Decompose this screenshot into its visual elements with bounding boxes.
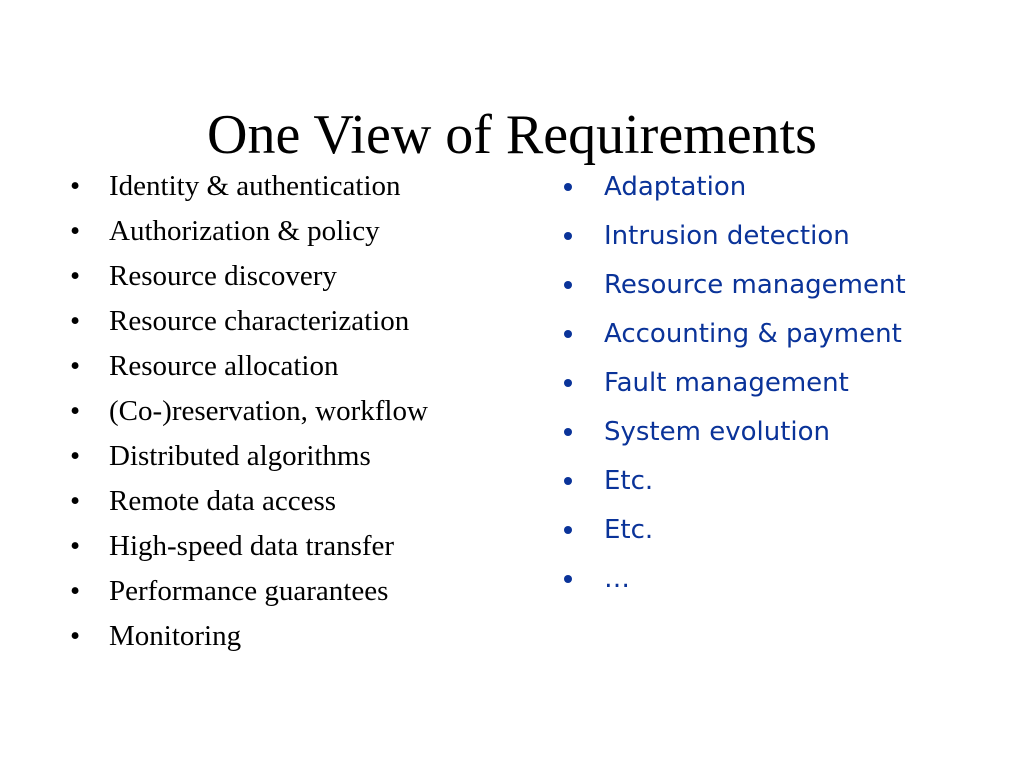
list-item	[564, 217, 1004, 266]
list-item	[564, 315, 1004, 364]
list-item	[70, 212, 510, 257]
list-item-text: Accounting & payment	[604, 319, 902, 349]
list-item	[564, 364, 1004, 413]
bullet-icon: •	[70, 620, 81, 652]
list-item	[564, 413, 1004, 462]
list-item-text: System evolution	[604, 417, 831, 447]
bullet-icon: •	[70, 485, 81, 517]
list-item-text: …	[604, 564, 630, 594]
bullet-dot-icon	[564, 575, 572, 583]
right-bullet-list	[564, 168, 1004, 609]
list-item	[564, 168, 1004, 217]
list-item-text: Remote data access	[109, 485, 337, 517]
bullet-dot-icon	[564, 232, 572, 240]
list-item-text: Resource management	[604, 270, 906, 300]
list-item-text: Identity & authentication	[109, 170, 401, 202]
bullet-dot-icon	[564, 526, 572, 534]
bullet-dot-icon	[564, 281, 572, 289]
left-bullet-list	[70, 167, 510, 662]
list-item	[70, 527, 510, 572]
bullet-icon: •	[70, 530, 81, 562]
list-item-text: Fault management	[604, 368, 849, 398]
list-item-text: Performance guarantees	[109, 575, 389, 607]
list-item-text: Distributed algorithms	[109, 440, 371, 472]
list-item-text: Intrusion detection	[604, 221, 850, 251]
slide-title: One View of Requirements	[207, 104, 817, 166]
list-item	[70, 347, 510, 392]
list-item-text: Etc.	[604, 515, 654, 545]
list-item	[564, 511, 1004, 560]
list-item	[564, 462, 1004, 511]
bullet-icon: •	[70, 440, 81, 472]
list-item-text: Resource discovery	[109, 260, 337, 292]
bullet-dot-icon	[564, 477, 572, 485]
list-item-text: Monitoring	[109, 620, 242, 652]
list-item	[70, 392, 510, 437]
list-item	[70, 617, 510, 662]
list-item-text: (Co-)reservation, workflow	[109, 395, 428, 427]
bullet-icon: •	[70, 260, 81, 292]
list-item-text: Resource characterization	[109, 305, 410, 337]
list-item	[70, 167, 510, 212]
list-item-text: Etc.	[604, 466, 654, 496]
list-item	[70, 257, 510, 302]
list-item	[70, 437, 510, 482]
bullet-dot-icon	[564, 330, 572, 338]
list-item-text: Authorization & policy	[109, 215, 380, 247]
bullet-icon: •	[70, 350, 81, 382]
list-item-text: Adaptation	[604, 172, 747, 202]
list-item	[70, 572, 510, 617]
list-item	[70, 302, 510, 347]
bullet-icon: •	[70, 575, 81, 607]
list-item	[70, 482, 510, 527]
bullet-dot-icon	[564, 183, 572, 191]
list-item-text: Resource allocation	[109, 350, 339, 382]
list-item	[564, 266, 1004, 315]
bullet-icon: •	[70, 305, 81, 337]
list-item	[564, 560, 1004, 609]
bullet-icon: •	[70, 170, 81, 202]
bullet-dot-icon	[564, 428, 572, 436]
bullet-dot-icon	[564, 379, 572, 387]
list-item-text: High-speed data transfer	[109, 530, 395, 562]
bullet-icon: •	[70, 395, 81, 427]
bullet-icon: •	[70, 215, 81, 247]
